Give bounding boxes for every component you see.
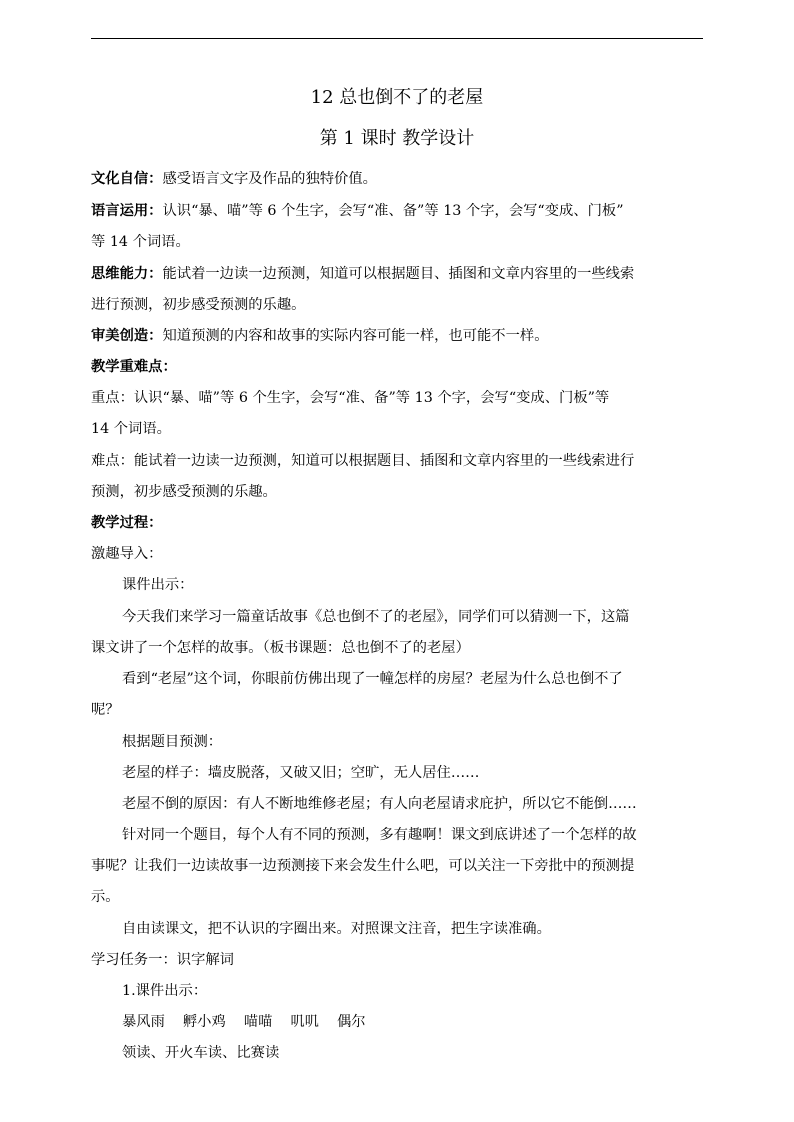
- key-point-line-1: 重点：认识“暴、喵”等 6 个生字，会写“准、备”等 13 个字，会写“变成、门板”等: [91, 390, 610, 406]
- header-rule: [91, 38, 703, 39]
- difficult-point-line-2: 预测，初步感受预测的乐趣。: [91, 484, 277, 500]
- intro-paragraph-3-line-2: 事呢？让我们一边读故事一边预测接下来会发生什么吧，可以关注一下旁批中的预测提: [91, 858, 635, 874]
- goal-thinking: [91, 263, 703, 285]
- difficult-point-line-1: 难点：能试着一边读一边预测，知道可以根据题目、插图和文章内容里的一些线索进行: [91, 453, 635, 469]
- intro-paragraph-1-line-1: 今天我们来学习一篇童话故事《总也倒不了的老屋》，同学们可以猜测一下，这篇: [122, 609, 630, 625]
- goal-culture-text: 感受语言文字及作品的独特价值。: [162, 171, 377, 187]
- goal-language-text-1: 认识“暴、喵”等 6 个生字，会写“准、备”等 13 个字，会写“变成、门板”: [162, 203, 624, 219]
- reading-methods: 领读、开火车读、比赛读: [122, 1045, 280, 1061]
- courseware-show: 课件出示：: [122, 577, 194, 593]
- intro-paragraph-2-line-1: 看到“老屋”这个词，你眼前仿佛出现了一幢怎样的房屋？老屋为什么总也倒不了: [122, 671, 623, 687]
- goal-aesthetic-text: 知道预测的内容和故事的实际内容可能一样，也可能不一样。: [162, 328, 549, 344]
- word-item: 孵小鸡: [182, 1014, 226, 1030]
- word-item: 叽叽: [290, 1014, 319, 1030]
- goal-thinking-label: 思维能力：: [91, 266, 163, 282]
- document-subtitle: 第 1 课时 教学设计: [319, 128, 475, 149]
- key-point-line-2: 14 个词语。: [91, 421, 171, 437]
- goal-culture: [91, 168, 703, 190]
- word-list: [122, 1011, 703, 1033]
- house-look: 老屋的样子：墙皮脱落，又破又旧；空旷，无人居住……: [122, 765, 480, 781]
- predict-by-title: 根据题目预测：: [122, 734, 223, 750]
- goal-thinking-text-1: 能试着一边读一边预测，知道可以根据题目、插图和文章内容里的一些线索: [162, 266, 635, 282]
- goal-aesthetic-label: 审美创造：: [91, 328, 163, 344]
- goal-aesthetic: [91, 325, 703, 347]
- intro-heading: 激趣导入：: [91, 546, 163, 562]
- intro-paragraph-3-line-1: 针对同一个题目，每个人有不同的预测，多有趣啊！课文到底讲述了一个怎样的故: [122, 827, 637, 843]
- intro-paragraph-3-line-3: 示。: [91, 889, 120, 905]
- intro-paragraph-1-line-2: 课文讲了一个怎样的故事。（板书课题：总也倒不了的老屋）: [91, 640, 470, 656]
- task1-courseware: 1.课件出示：: [122, 983, 208, 999]
- task1-heading: 学习任务一：识字解词: [91, 952, 234, 968]
- intro-paragraph-2-line-2: 呢？: [91, 702, 120, 718]
- word-item: 偶尔: [336, 1014, 366, 1030]
- goal-thinking-text-2: 进行预测，初步感受预测的乐趣。: [91, 297, 306, 313]
- house-reason: 老屋不倒的原因：有人不断地维修老屋；有人向老屋请求庇护，所以它不能倒……: [122, 796, 637, 812]
- goal-language-label: 语言运用：: [91, 203, 163, 219]
- process-heading: 教学过程：: [91, 515, 163, 531]
- goal-language: [91, 200, 703, 222]
- word-item: 喵喵: [243, 1014, 273, 1030]
- key-points-heading: 教学重难点：: [91, 359, 177, 375]
- goal-culture-label: 文化自信：: [91, 171, 163, 187]
- goal-language-text-2: 等 14 个词语。: [91, 234, 190, 250]
- free-read-instruction: 自由读课文，把不认识的字圈出来。对照课文注音，把生字读准确。: [122, 921, 551, 937]
- document-title: 12 总也倒不了的老屋: [310, 87, 484, 108]
- word-item: 暴风雨: [122, 1014, 165, 1030]
